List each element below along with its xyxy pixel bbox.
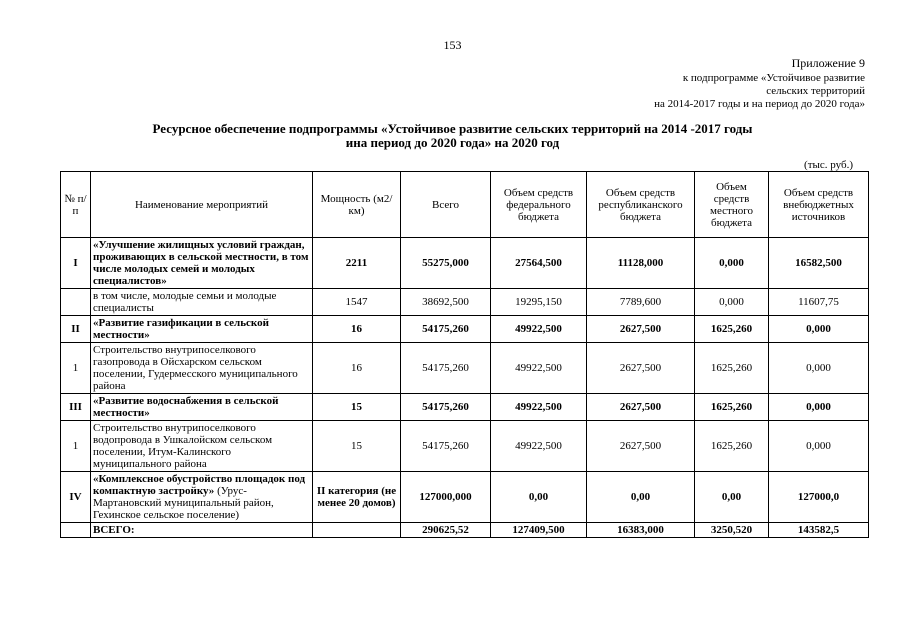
total-federal: 127409,500	[491, 523, 587, 538]
document-title	[60, 122, 845, 150]
cell-local: 1625,260	[695, 421, 769, 472]
appendix-ref-line: к подпрограмме «Устойчивое развитие	[682, 72, 865, 84]
cell-federal: 27564,500	[491, 238, 587, 289]
cell-num	[61, 523, 91, 538]
cell-capacity: 1547	[313, 289, 401, 316]
header-capacity: Мощность (м2/км)	[313, 172, 401, 238]
cell-num: II	[61, 316, 91, 343]
cell-republican: 0,00	[587, 472, 695, 523]
header-total: Всего	[401, 172, 491, 238]
cell-capacity: 16	[313, 316, 401, 343]
cell-total: 127000,000	[401, 472, 491, 523]
cell-republican: 2627,500	[587, 343, 695, 394]
table-row	[61, 289, 869, 316]
header-republican: Объем средств республиканского бюджета	[587, 172, 695, 238]
cell-extrabudget: 11607,75	[769, 289, 869, 316]
table-row	[61, 343, 869, 394]
table-row	[61, 316, 869, 343]
cell-name: Строительство внутрипоселкового водопровода в Ушкалойском сельском поселении, Итум-Калинского муниципального района	[91, 421, 313, 472]
cell-num: IV	[61, 472, 91, 523]
cell-num: 1	[61, 421, 91, 472]
cell-republican: 2627,500	[587, 421, 695, 472]
units-label: (тыс. руб.)	[804, 159, 853, 171]
cell-republican: 2627,500	[587, 316, 695, 343]
total-local: 3250,520	[695, 523, 769, 538]
cell-num: III	[61, 394, 91, 421]
total-capacity	[313, 523, 401, 538]
name-bold-part: «Комплексное обустройство площадок под компактную застройку»	[93, 473, 306, 497]
header-name: Наименование мероприятий	[91, 172, 313, 238]
appendix-reference	[654, 72, 865, 111]
cell-name: «Развитие газификации в сельской местности»	[91, 316, 313, 343]
page-number: 153	[443, 38, 462, 52]
cell-capacity: 15	[313, 421, 401, 472]
total-label: ВСЕГО:	[91, 523, 313, 538]
table-row	[61, 421, 869, 472]
cell-republican: 2627,500	[587, 394, 695, 421]
table-row	[61, 394, 869, 421]
cell-capacity: 16	[313, 343, 401, 394]
appendix-ref-line: сельских территорий	[766, 85, 865, 97]
table-row	[61, 238, 869, 289]
cell-capacity: 2211	[313, 238, 401, 289]
cell-local: 0,000	[695, 289, 769, 316]
cell-name: «Улучшение жилищных условий граждан, проживающих в сельской местности, в том числе молодых семей и молодых специалистов»	[91, 238, 313, 289]
cell-name: Строительство внутрипоселкового газопровода в Ойсхарском сельском поселении, Гудермесского муниципального района	[91, 343, 313, 394]
resource-table	[60, 171, 869, 538]
title-line: Ресурсное обеспечение подпрограммы «Устойчивое развитие сельских территорий на 2014 -2017 годы	[152, 121, 753, 136]
cell-name: в том числе, молодые семьи и молодые специалисты	[91, 289, 313, 316]
name-normal-part: (Урус-Мартановский муниципальный район, Гехинское сельское поселение)	[93, 485, 274, 521]
cell-extrabudget: 0,000	[769, 421, 869, 472]
cell-extrabudget: 0,000	[769, 394, 869, 421]
cell-num: I	[61, 238, 91, 289]
title-line: ина период до 2020 года» на 2020 год	[345, 135, 560, 150]
header-row	[61, 172, 869, 238]
total-extrabudget: 143582,5	[769, 523, 869, 538]
cell-federal: 19295,150	[491, 289, 587, 316]
cell-capacity: 15	[313, 394, 401, 421]
table-row	[61, 472, 869, 523]
appendix-ref-line: на 2014-2017 годы и на период до 2020 года»	[654, 98, 865, 110]
appendix-title: Приложение 9	[791, 56, 865, 70]
cell-capacity: II категория (не менее 20 домов)	[313, 472, 401, 523]
cell-extrabudget: 0,000	[769, 316, 869, 343]
total-row	[61, 523, 869, 538]
header-num: № п/п	[61, 172, 91, 238]
cell-republican: 11128,000	[587, 238, 695, 289]
total-republican: 16383,000	[587, 523, 695, 538]
header-extrabudget: Объем средств внебюджетных источников	[769, 172, 869, 238]
cell-num: 1	[61, 343, 91, 394]
header-federal: Объем средств федерального бюджета	[491, 172, 587, 238]
total-total: 290625,52	[401, 523, 491, 538]
cell-total: 38692,500	[401, 289, 491, 316]
cell-total: 55275,000	[401, 238, 491, 289]
cell-total: 54175,260	[401, 316, 491, 343]
cell-local: 1625,260	[695, 316, 769, 343]
cell-federal: 0,00	[491, 472, 587, 523]
header-local: Объем средств местного бюджета	[695, 172, 769, 238]
cell-extrabudget: 0,000	[769, 343, 869, 394]
cell-total: 54175,260	[401, 421, 491, 472]
cell-federal: 49922,500	[491, 421, 587, 472]
cell-local: 1625,260	[695, 394, 769, 421]
cell-republican: 7789,600	[587, 289, 695, 316]
cell-federal: 49922,500	[491, 316, 587, 343]
cell-name	[91, 472, 313, 523]
cell-total: 54175,260	[401, 343, 491, 394]
cell-local: 1625,260	[695, 343, 769, 394]
cell-num	[61, 289, 91, 316]
cell-name: «Развитие водоснабжения в сельской местности»	[91, 394, 313, 421]
cell-total: 54175,260	[401, 394, 491, 421]
cell-local: 0,000	[695, 238, 769, 289]
cell-federal: 49922,500	[491, 343, 587, 394]
cell-extrabudget: 127000,0	[769, 472, 869, 523]
cell-federal: 49922,500	[491, 394, 587, 421]
cell-extrabudget: 16582,500	[769, 238, 869, 289]
cell-local: 0,00	[695, 472, 769, 523]
